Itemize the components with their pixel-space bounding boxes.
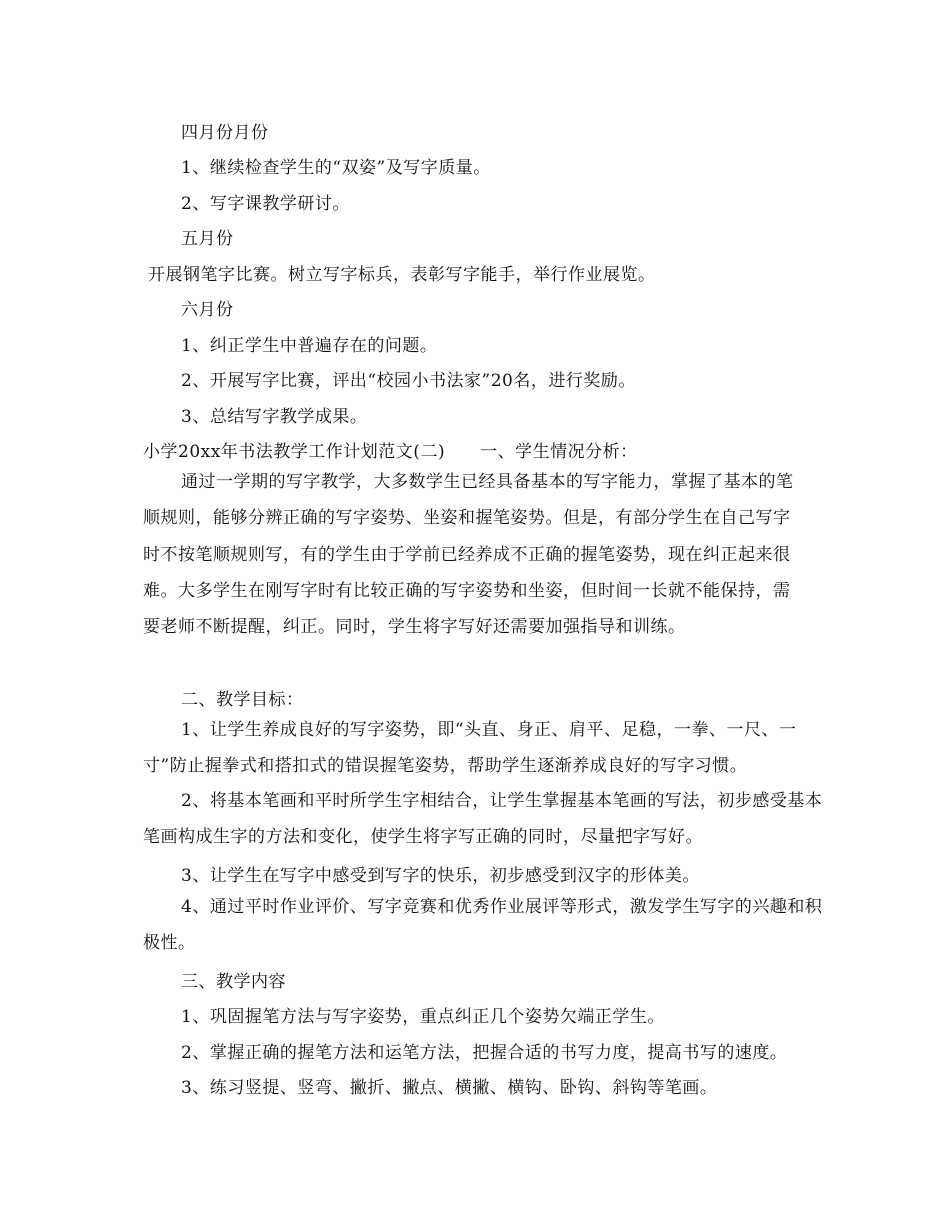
analysis-paragraph: 通过一学期的写字教学，大多数学生已经具备基本的写字能力，掌握了基本的笔顺规则，能够分辨正确的写字姿势、坐姿和握笔姿势。但是，有部分学生在自己写字时不按笔顺规则写，有的学生由于学前已经养成不正确的握笔姿势，现在纠正起来很难。大多学生在刚写字时有比较正确的写字姿势和坐姿，但时间一长就不能保持，需要老师不断提醒，纠正。同时，学生将字写好还需要加强指导和训练。 xyxy=(143,472,794,638)
june-item-2: 2、开展写字比赛，评出“校园小书法家”20名，进行奖励。 xyxy=(181,371,636,391)
section-title: 小学20xx年书法教学工作计划范文(二) 一、学生情况分析： xyxy=(143,442,638,462)
april-heading: 四月份月份 xyxy=(181,123,269,143)
goal-2: 2、将基本笔画和平时所学生字相结合，让学生掌握基本笔画的写法，初步感受基本笔画构成生字的方法和变化，使学生将字写正确的同时，尽量把字写好。 xyxy=(143,791,823,848)
april-item-2: 2、写字课教学研讨。 xyxy=(181,194,350,214)
content-item-2: 2、掌握正确的握笔方法和运笔方法，把握合适的书写力度，提高书写的速度。 xyxy=(181,1043,788,1063)
goal-3: 3、让学生在写字中感受到写字的快乐，初步感受到汉字的形体美。 xyxy=(181,866,700,886)
goal-1: 1、让学生养成良好的写字姿势，即“头直、身正、肩平、足稳，一拳、一尺、一寸”防止握拳式和搭扣式的错误握笔姿势，帮助学生逐渐养成良好的写字习惯。 xyxy=(143,720,797,777)
june-heading: 六月份 xyxy=(181,300,234,320)
june-item-1: 1、纠正学生中普遍存在的问题。 xyxy=(181,336,438,356)
content-item-3: 3、练习竖提、竖弯、撇折、撇点、横撇、横钩、卧钩、斜钩等笔画。 xyxy=(181,1078,718,1098)
content-item-1: 1、巩固握笔方法与写字姿势，重点纠正几个姿势欠端正学生。 xyxy=(181,1007,665,1027)
june-item-3: 3、总结写字教学成果。 xyxy=(181,407,368,427)
goals-heading: 二、教学目标： xyxy=(181,690,304,710)
content-heading: 三、教学内容 xyxy=(181,972,286,992)
april-item-1: 1、继续检查学生的“双姿”及写字质量。 xyxy=(181,158,491,178)
may-heading: 五月份 xyxy=(181,229,234,249)
goal-4: 4、通过平时作业评价、写字竞赛和优秀作业展评等形式，激发学生写字的兴趣和积极性。 xyxy=(143,897,823,954)
may-text: 开展钢笔字比赛。树立写字标兵，表彰写字能手，举行作业展览。 xyxy=(148,265,656,285)
